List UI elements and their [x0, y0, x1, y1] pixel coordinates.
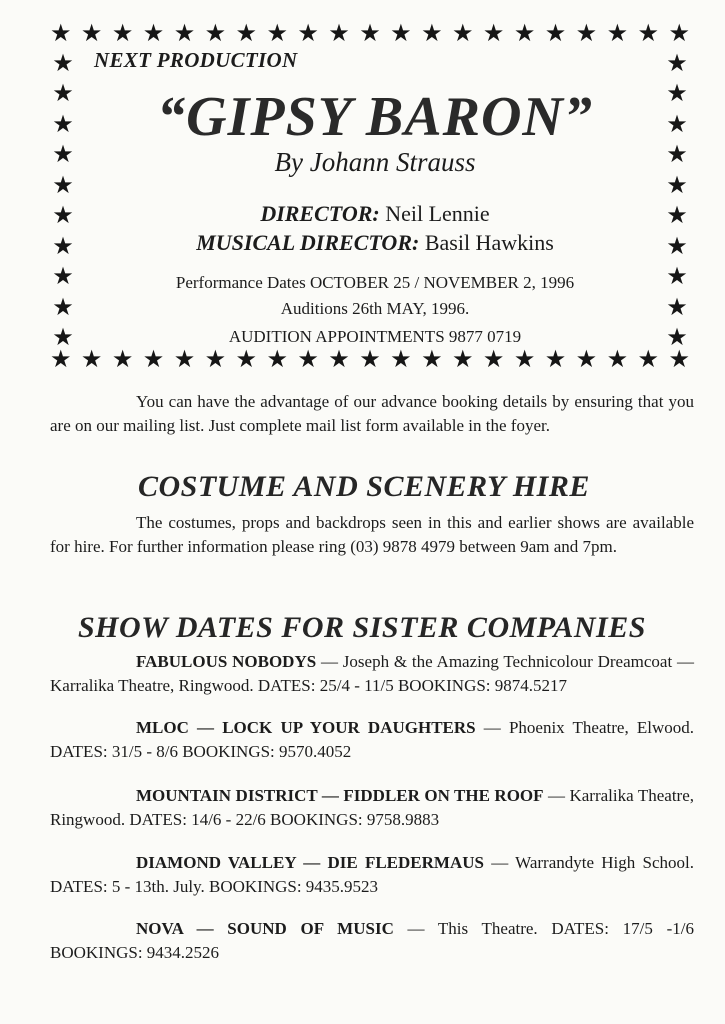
star-icon: ★: [52, 322, 74, 351]
show-details: — This Theatre. DATES: 17/5 -1/6 BOOKINGS: 9434.2526: [50, 919, 694, 962]
star-icon: ★: [390, 19, 412, 47]
star-icon: ★: [513, 19, 536, 47]
star-icon: ★: [668, 345, 690, 373]
director-name: Neil Lennie: [385, 201, 490, 226]
star-icon: ★: [637, 345, 660, 373]
production-title: “GIPSY BARON”: [157, 86, 593, 148]
star-icon: ★: [50, 19, 72, 47]
star-icon: ★: [575, 345, 598, 373]
star-icon: ★: [52, 262, 74, 291]
star-icon: ★: [297, 19, 319, 47]
star-icon: ★: [204, 345, 227, 373]
star-icon: ★: [451, 345, 474, 373]
star-icon: ★: [359, 19, 381, 47]
star-icon: ★: [666, 292, 688, 321]
star-icon: ★: [52, 170, 74, 199]
star-icon: ★: [421, 19, 443, 47]
costume-hire-paragraph: The costumes, props and backdrops seen in this and earlier shows are available for hire. For further information please ring (03) 9878 4979 between 9am and 7pm.: [50, 513, 694, 556]
star-icon: ★: [80, 345, 103, 373]
star-icon: ★: [637, 19, 660, 47]
sister-company-entry: [50, 650, 694, 698]
director-label: DIRECTOR:: [260, 201, 380, 226]
musical-director-line: [90, 229, 660, 257]
star-icon: ★: [513, 345, 536, 373]
star-icon: ★: [544, 19, 567, 47]
composer-line: By Johann Strauss: [274, 147, 476, 177]
star-icon: ★: [52, 79, 74, 108]
star-icon: ★: [421, 345, 443, 373]
costume-hire-heading: COSTUME AND SCENERY HIRE: [138, 470, 590, 503]
next-production-label: NEXT PRODUCTION: [94, 48, 298, 72]
star-icon: ★: [482, 345, 505, 373]
star-icon: ★: [142, 19, 165, 47]
star-border-bottom: [50, 346, 690, 372]
star-icon: ★: [173, 345, 196, 373]
star-icon: ★: [52, 292, 74, 321]
star-icon: ★: [666, 170, 688, 199]
show-details: — Joseph & the Amazing Technicolour Dreamcoat — Karralika Theatre, Ringwood. DATES: 25/4 - 11/5 BOOKINGS: 9874.5217: [50, 652, 694, 695]
star-icon: ★: [666, 49, 688, 77]
sister-company-entry: [50, 851, 694, 899]
star-icon: ★: [297, 345, 319, 373]
company-name: DIAMOND VALLEY — DIE FLEDERMAUS: [136, 853, 484, 872]
sister-company-entry: [50, 784, 694, 832]
star-icon: ★: [235, 19, 258, 47]
star-border-top: [50, 20, 690, 46]
star-icon: ★: [544, 345, 567, 373]
star-icon: ★: [52, 201, 74, 230]
star-icon: ★: [266, 345, 288, 373]
musical-director-name: Basil Hawkins: [424, 230, 554, 255]
star-icon: ★: [606, 345, 629, 373]
star-icon: ★: [111, 345, 134, 373]
company-name: FABULOUS NOBODYS: [136, 652, 317, 671]
company-name: MOUNTAIN DISTRICT — FIDDLER ON THE ROOF: [136, 786, 544, 805]
director-line: [90, 200, 660, 228]
auditions-date: Auditions 26th MAY, 1996.: [280, 299, 470, 318]
company-name: MLOC — LOCK UP YOUR DAUGHTERS: [136, 718, 476, 737]
star-icon: ★: [50, 345, 72, 373]
star-icon: ★: [390, 345, 412, 373]
star-icon: ★: [451, 19, 474, 47]
star-icon: ★: [204, 19, 227, 47]
star-icon: ★: [328, 345, 350, 373]
performance-dates: Performance Dates OCTOBER 25 / NOVEMBER 2, 1996: [175, 273, 575, 292]
star-icon: ★: [359, 345, 381, 373]
star-icon: ★: [328, 19, 350, 47]
star-icon: ★: [266, 19, 288, 47]
show-details: — Phoenix Theatre, Elwood. DATES: 31/5 - 8/6 BOOKINGS: 9570.4052: [50, 718, 694, 761]
show-details: — Karralika Theatre, Ringwood. DATES: 14/6 - 22/6 BOOKINGS: 9758.9883: [50, 786, 694, 829]
show-details: — Warrandyte High School. DATES: 5 - 13th. July. BOOKINGS: 9435.9523: [50, 853, 694, 896]
star-icon: ★: [666, 231, 688, 260]
star-border-left: [50, 50, 76, 350]
star-icon: ★: [666, 109, 688, 138]
star-icon: ★: [666, 262, 688, 291]
star-icon: ★: [52, 49, 74, 77]
star-border-right: [664, 50, 690, 350]
sister-company-entry: [50, 716, 694, 764]
star-icon: ★: [52, 231, 74, 260]
star-icon: ★: [111, 19, 134, 47]
sister-companies-heading: SHOW DATES FOR SISTER COMPANIES: [78, 611, 646, 644]
star-icon: ★: [666, 140, 688, 169]
star-icon: ★: [575, 19, 598, 47]
star-icon: ★: [52, 140, 74, 169]
company-name: NOVA — SOUND OF MUSIC: [136, 919, 394, 938]
mailing-list-paragraph: You can have the advantage of our advance booking details by ensuring that you are on our mailing list. Just complete mail list form available in the foyer.: [50, 392, 694, 435]
audition-appointments: AUDITION APPOINTMENTS 9877 0719: [228, 327, 522, 346]
star-icon: ★: [80, 19, 103, 47]
star-icon: ★: [666, 322, 688, 351]
star-icon: ★: [482, 19, 505, 47]
star-icon: ★: [173, 19, 196, 47]
star-icon: ★: [142, 345, 165, 373]
musical-director-label: MUSICAL DIRECTOR:: [196, 230, 420, 255]
star-icon: ★: [666, 201, 688, 230]
sister-company-entry: [50, 917, 694, 965]
star-icon: ★: [52, 109, 74, 138]
star-icon: ★: [606, 19, 629, 47]
star-icon: ★: [668, 19, 690, 47]
star-icon: ★: [235, 345, 258, 373]
star-icon: ★: [666, 79, 688, 108]
